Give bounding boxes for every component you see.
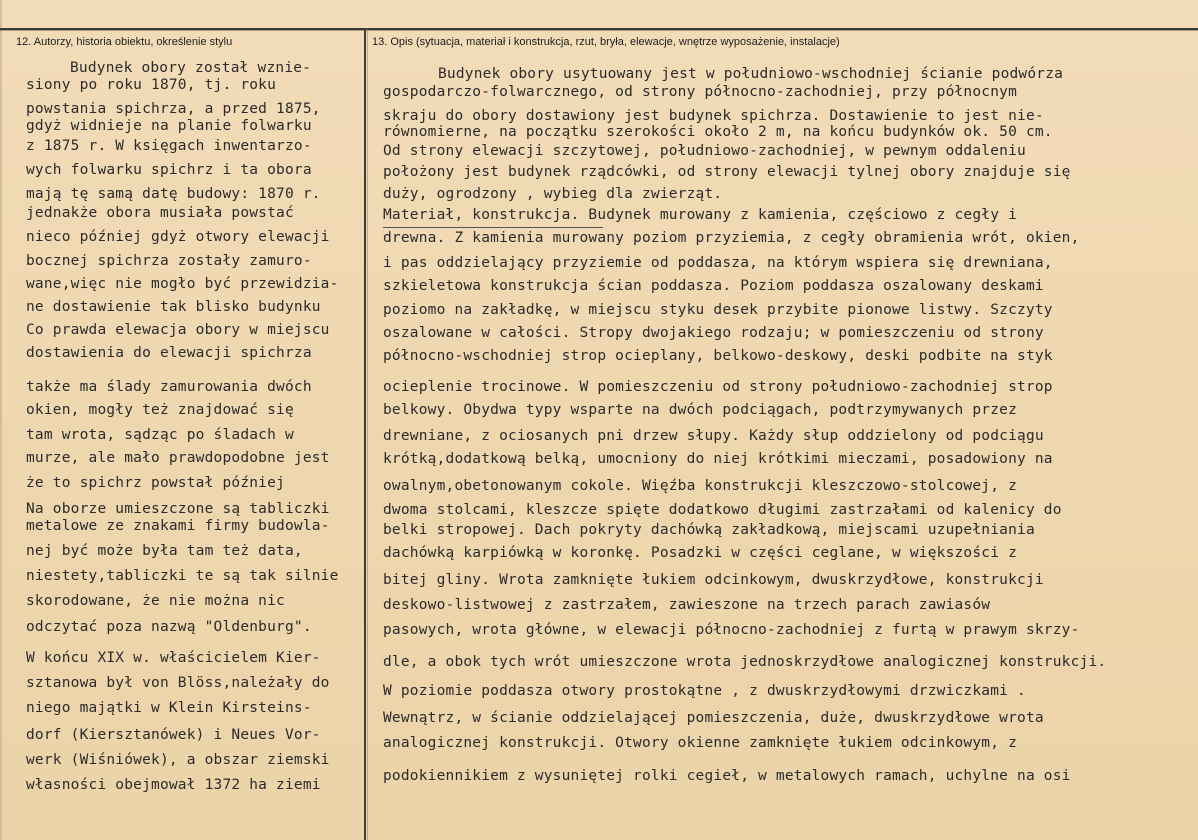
right-line: owalnym,obetonowanym cokole. Więźba konstrukcji kleszczowo-stolcowej, z xyxy=(383,478,1018,494)
left-line: sztanowa był von Blöss,należały do xyxy=(26,675,330,691)
left-line: nej być może była tam też data, xyxy=(26,543,303,559)
left-line: niego majątki w Klein Kirsteins- xyxy=(26,700,312,716)
right-line: W poziomie poddasza otwory prostokątne , z dwuskrzydłowymi drzwiczkami . xyxy=(383,683,1026,699)
right-line: oszalowane w całości. Stropy dwojakiego rodzaju; w pomieszczeniu od strony xyxy=(383,325,1044,341)
section-13-heading: 13. Opis (sytuacja, materiał i konstrukcja, rzut, bryła, elewacje, wnętrze wyposażenie, instalacje) xyxy=(372,36,840,48)
right-line: pasowych, wrota główne, w elewacji północno-zachodniej z furtą w prawym skrzy- xyxy=(383,622,1080,638)
left-line: Na oborze umieszczone są tabliczki xyxy=(26,501,330,517)
left-line: wane,więc nie mogło być przewidzia- xyxy=(26,276,339,292)
right-line: dwoma stolcami, kleszcze spięte dodatkowo długimi zastrzałami od kalenicy do xyxy=(383,502,1062,518)
left-line: skorodowane, że nie można nic xyxy=(26,593,285,609)
left-line: dorf (Kiersztanówek) i Neues Vor- xyxy=(26,727,321,743)
right-line: deskowo-listwowej z zastrzałem, zawieszone na trzech parach zawiasów xyxy=(383,597,991,613)
left-line: werk (Wiśniówek), a obszar ziemski xyxy=(26,752,330,768)
left-line: Co prawda elewacja obory w miejscu xyxy=(26,322,330,338)
right-line: drewniane, z ociosanych pni drzew słupy. Każdy słup oddzielony od podciągu xyxy=(383,428,1044,444)
left-line: dostawienia do elewacji spichrza xyxy=(26,345,312,361)
left-line: ne dostawienie tak blisko budynku xyxy=(26,299,321,315)
left-line: niestety,tabliczki te są tak silnie xyxy=(26,568,339,584)
right-line: analogicznej konstrukcji. Otwory okienne zamknięte łukiem odcinkowym, z xyxy=(383,735,1018,751)
right-line: równomierne, na początku szerokości około 2 m, na końcu budynków ok. 50 cm. xyxy=(383,124,1053,140)
right-line: Od strony elewacji szczytowej, południowo-zachodniej, w pewnym oddaleniu xyxy=(383,143,1026,159)
right-line: dachówką karpiówką w koronkę. Posadzki w części ceglane, w większości z xyxy=(383,545,1018,561)
right-line: podokiennikiem z wysuniętej rolki cegieł, w metalowych ramach, uchylne na osi xyxy=(383,768,1071,784)
section-12-heading: 12. Autorzy, historia obiektu, określenie stylu xyxy=(16,36,233,48)
left-line: że to spichrz powstał później xyxy=(26,475,285,491)
heading-underline xyxy=(383,227,603,228)
left-line: murze, ale mało prawdopodobne jest xyxy=(26,450,330,466)
right-line: północno-wschodniej strop ocieplany, belkowo-deskowy, deski podbite na styk xyxy=(383,348,1053,364)
right-line: duży, ogrodzony , wybieg dla zwierząt. xyxy=(383,186,723,202)
left-line: mają tę samą datę budowy: 1870 r. xyxy=(26,186,321,202)
right-line: skraju do obory dostawiony jest budynek spichrza. Dostawienie to jest nie- xyxy=(383,108,1044,124)
card-edge xyxy=(0,0,2,840)
right-line: krótką,dodatkową belką, umocniony do niej krótkimi mieczami, posadowiony na xyxy=(383,451,1053,467)
column-divider xyxy=(364,28,366,840)
right-line: i pas oddzielający przyziemie od poddasza, na którym wspiera się drewniana, xyxy=(383,255,1053,271)
right-line: ocieplenie trocinowe. W pomieszczeniu od strony południowo-zachodniej strop xyxy=(383,379,1053,395)
right-line: Wewnątrz, w ścianie oddzielającej pomieszczenia, duże, dwuskrzydłowe wrota xyxy=(383,710,1044,726)
left-line: jednakże obora musiała powstać xyxy=(26,205,294,221)
right-line: położony jest budynek rządcówki, od strony elewacji tylnej obory znajduje się xyxy=(383,164,1071,180)
left-line: także ma ślady zamurowania dwóch xyxy=(26,379,312,395)
left-line: własności obejmował 1372 ha ziemi xyxy=(26,777,321,793)
left-line: bocznej spichrza zostały zamuro- xyxy=(26,253,312,269)
left-line: okien, mogły też znajdować się xyxy=(26,402,294,418)
left-line: Budynek obory został wznie- xyxy=(70,60,312,76)
right-line: szkieletowa konstrukcja ścian poddasza. Poziom poddasza oszalowany deskami xyxy=(383,278,1044,294)
left-line: gdyż widnieje na planie folwarku xyxy=(26,118,312,134)
right-line section-material-heading: Materiał, konstrukcja. Budynek murowany z kamienia, częściowo z cegły i xyxy=(383,207,1018,223)
header-rule-shadow xyxy=(0,30,1198,31)
left-line: tam wrota, sądząc po śladach w xyxy=(26,427,294,443)
column-divider-shadow xyxy=(367,28,368,840)
right-line: belki stropowej. Dach pokryty dachówką zakładkową, miejscami uzupełniania xyxy=(383,522,1035,538)
left-line: odczytać poza nazwą "Oldenburg". xyxy=(26,619,312,635)
left-line: W końcu XIX w. właścicielem Kier- xyxy=(26,650,321,666)
right-line: Budynek obory usytuowany jest w południowo-wschodniej ścianie podwórza xyxy=(438,66,1064,82)
left-line: metalowe ze znakami firmy budowla- xyxy=(26,518,330,534)
right-line: belkowy. Obydwa typy wsparte na dwóch podciągach, podtrzymywanych przez xyxy=(383,402,1018,418)
left-line: z 1875 r. W księgach inwentarzo- xyxy=(26,138,312,154)
right-line: bitej gliny. Wrota zamknięte łukiem odcinkowym, dwuskrzydłowe, konstrukcji xyxy=(383,572,1044,588)
left-line: wych folwarku spichrz i ta obora xyxy=(26,162,312,178)
right-line: drewna. Z kamienia murowany poziom przyziemia, z cegły obramienia wrót, okien, xyxy=(383,230,1080,246)
right-line: poziomo na zakładkę, w miejscu styku desek przybite pionowe listwy. Szczyty xyxy=(383,302,1053,318)
left-line: siony po roku 1870, tj. roku xyxy=(26,77,277,93)
right-line: gospodarczo-folwarcznego, od strony północno-zachodniej, przy północnym xyxy=(383,84,1018,100)
left-line: powstania spichrza, a przed 1875, xyxy=(26,101,321,117)
left-line: nieco później gdyż otwory elewacji xyxy=(26,229,330,245)
right-line: dle, a obok tych wrót umieszczone wrota jednoskrzydłowe analogicznej konstrukcji. xyxy=(383,654,1107,670)
